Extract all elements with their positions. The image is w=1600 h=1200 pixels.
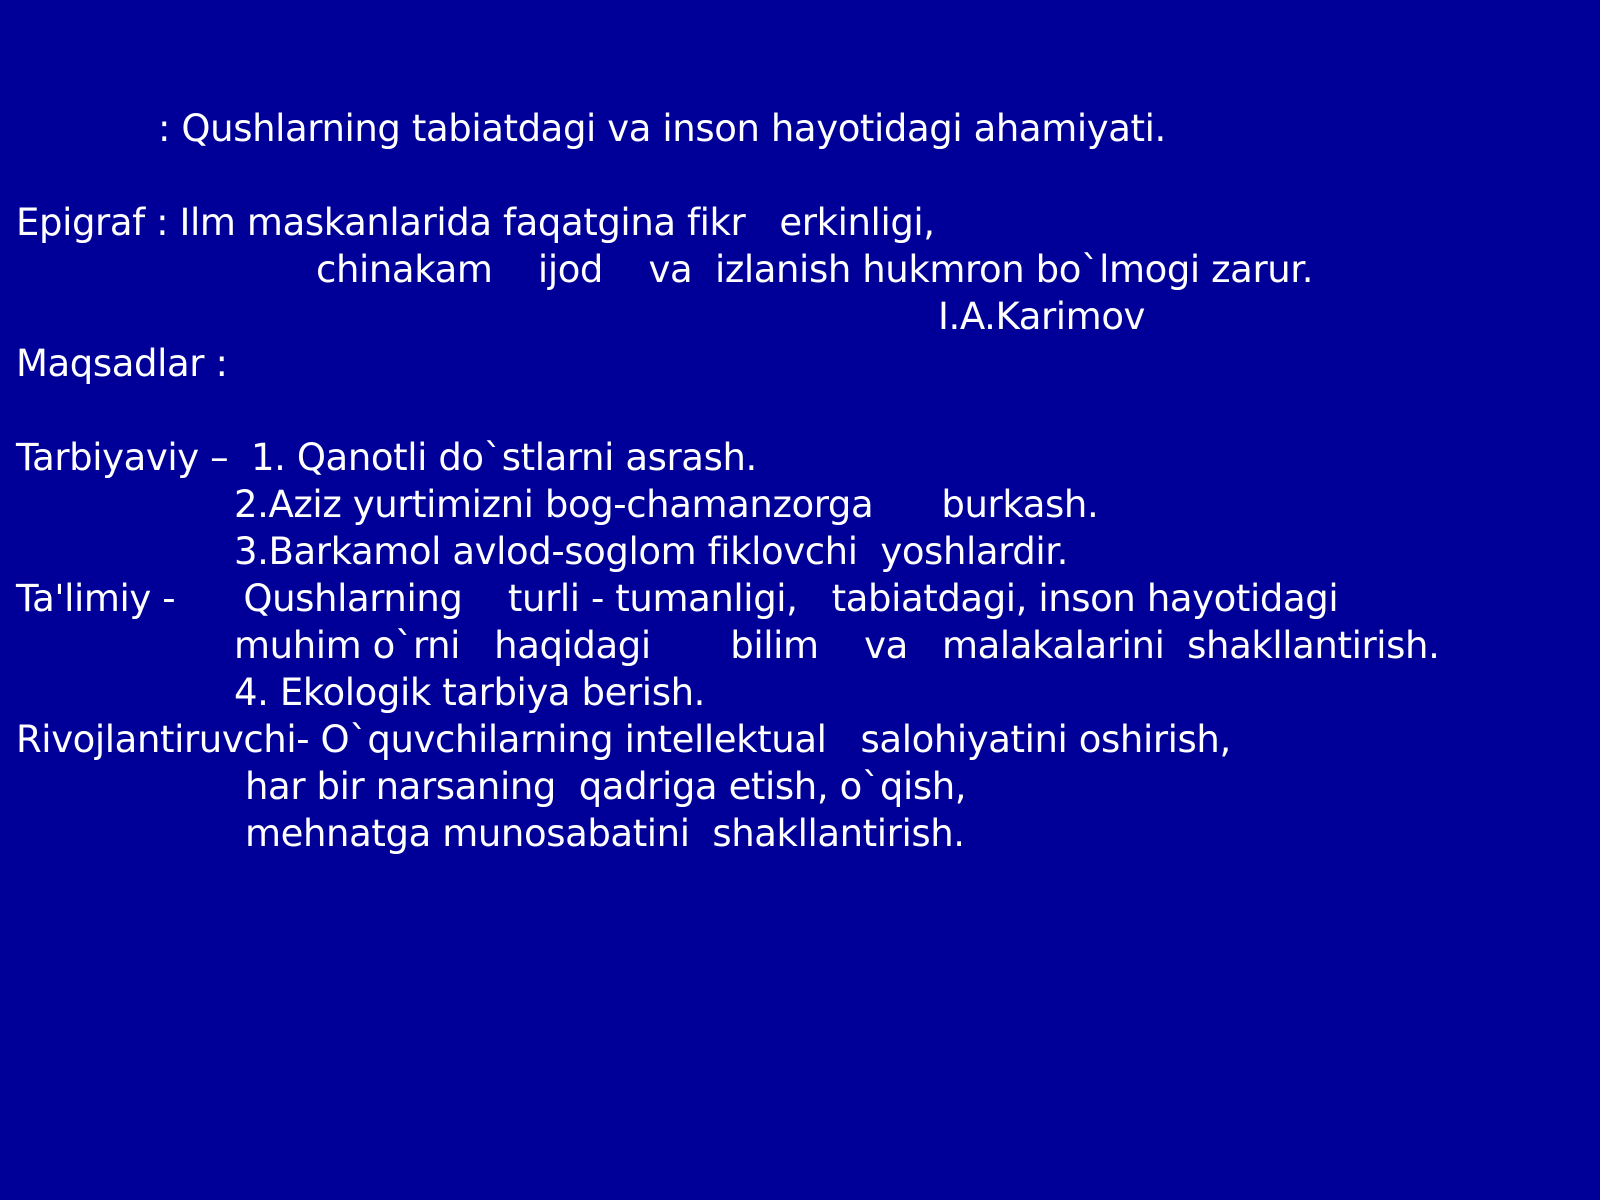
epigraph-author: I.A.Karimov [938, 295, 1146, 338]
educational-line-1: Tarbiyaviy – 1. Qanotli do`stlarni asrash. [16, 436, 757, 479]
developmental-line-3: mehnatga munosabatini shakllantirish. [245, 812, 965, 855]
developmental-line-2: har bir narsaning qadriga etish, o`qish, [245, 765, 967, 808]
teaching-line-1: Ta'limiy - Qushlarning turli - tumanligi, tabiatdagi, inson hayotidagi [16, 577, 1339, 620]
teaching-line-2: muhim o`rni haqidagi bilim va malakalarini shakllantirish. [234, 624, 1440, 667]
educational-line-2: 2.Aziz yurtimizni bog-chamanzorga burkash. [234, 483, 1099, 526]
topic-line: : Qushlarning tabiatdagi va inson hayotidagi ahamiyati. [158, 107, 1166, 150]
developmental-line-1: Rivojlantiruvchi- O`quvchilarning intellektual salohiyatini oshirish, [16, 718, 1231, 761]
teaching-line-3: 4. Ekologik tarbiya berish. [234, 671, 705, 714]
epigraph-line-2: chinakam ijod va izlanish hukmron bo`lmogi zarur. [316, 248, 1314, 291]
educational-line-3: 3.Barkamol avlod-soglom fiklovchi yoshlardir. [234, 530, 1069, 573]
goals-heading: Maqsadlar : [16, 342, 228, 385]
epigraph-line-1: Epigraf : Ilm maskanlarida faqatgina fikr erkinligi, [16, 201, 935, 244]
